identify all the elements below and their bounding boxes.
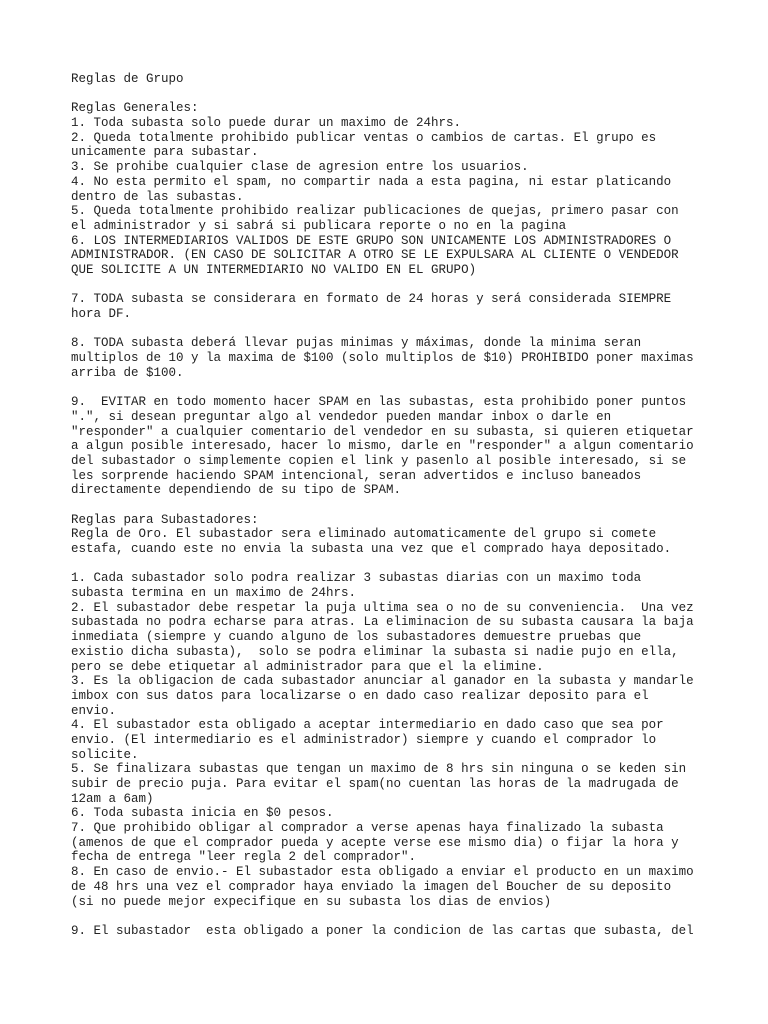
auctioneer-rules-heading: Reglas para Subastadores: — [71, 512, 259, 527]
text-line: multiplos de 10 y la maxima de $100 (solo multiplos de $10) PROHIBIDO poner maximas — [71, 351, 694, 366]
text-line: les sorprende haciendo SPAM intencional, seran advertidos e incluso baneados — [71, 468, 642, 483]
blank-line — [71, 909, 731, 924]
text-line: arriba de $100. — [71, 365, 184, 380]
blank-line — [71, 87, 731, 102]
text-line: 7. TODA subasta se considerara en formato de 24 horas y será considerada SIEMPRE — [71, 292, 672, 307]
text-line: "responder" a cualquier comentario del vendedor en su subasta, si quieren etiquetar — [71, 424, 694, 439]
general-rule-9 — [71, 395, 731, 498]
text-line: imbox con sus datos para localizarse o en dado caso realizar deposito para el — [71, 688, 649, 703]
text-line: pero se debe etiquetar al administrador para que el la elimine. — [71, 659, 544, 674]
text-line: (amenos de que el comprador pueda y acepte verse ese mismo dia) o fijar la hora y — [71, 835, 679, 850]
gold-rule — [71, 527, 731, 556]
text-line: 2. El subastador debe respetar la puja ultima sea o no de su conveniencia. Una vez — [71, 600, 694, 615]
text-line: dentro de las subastas. — [71, 189, 244, 204]
text-line: fecha de entrega "leer regla 2 del comprador". — [71, 850, 417, 865]
text-line: el administrador y si sabrá si publicara reporte o no en la pagina — [71, 218, 567, 233]
text-line: 7. Que prohibido obligar al comprador a verse apenas haya finalizado la subasta — [71, 821, 664, 836]
document-title: Reglas de Grupo — [71, 72, 184, 86]
text-line: 6. LOS INTERMEDIARIOS VALIDOS DE ESTE GRUPO SON UNICAMENTE LOS ADMINISTRADORES O — [71, 233, 672, 248]
text-line: Regla de Oro. El subastador sera eliminado automaticamente del grupo si comete — [71, 527, 657, 542]
text-line: envio. (El intermediario es el administrador) siempre y cuando el comprador lo — [71, 732, 657, 747]
text-line: 9. EVITAR en todo momento hacer SPAM en las subastas, esta prohibido poner puntos — [71, 395, 687, 410]
text-line: QUE SOLICITE A UN INTERMEDIARIO NO VALIDO EN EL GRUPO) — [71, 262, 477, 277]
text-line: 6. Toda subasta inicia en $0 pesos. — [71, 806, 334, 821]
text-line: 8. En caso de envio.- El subastador esta obligado a enviar el producto en un maximo — [71, 865, 694, 880]
text-line: 4. No esta permito el spam, no compartir nada a esta pagina, ni estar platicando — [71, 174, 672, 189]
text-line: existio dicha subasta), solo se podra eliminar la subasta si nadie pujo en ella, — [71, 644, 679, 659]
text-line: 8. TODA subasta deberá llevar pujas minimas y máximas, donde la minima seran — [71, 336, 642, 351]
text-line: 12am a 6am) — [71, 791, 154, 806]
text-line: unicamente para subastar. — [71, 145, 259, 160]
blank-line — [71, 557, 731, 572]
text-line: solicite. — [71, 747, 139, 762]
text-line: subir de precio puja. Para evitar el spam(no cuentan las horas de la madrugada de — [71, 777, 679, 791]
text-line: a algun posible interesado, hacer lo mismo, darle en "responder" a algun comentario — [71, 439, 694, 454]
text-line: estafa, cuando este no envia la subasta una vez que el comprado haya depositado. — [71, 542, 672, 556]
text-line: de 48 hrs una vez el comprador haya enviado la imagen del Boucher de su deposito — [71, 879, 672, 894]
blank-line — [71, 380, 731, 395]
auctioneer-rule-9 — [71, 924, 731, 939]
text-line: 1. Cada subastador solo podra realizar 3 subastas diarias con un maximo toda — [71, 571, 642, 586]
document-body — [71, 72, 731, 939]
text-line: subastada no podra echarse para atras. La eliminacion de su subasta causara la baja — [71, 615, 694, 630]
text-line: 1. Toda subasta solo puede durar un maximo de 24hrs. — [71, 116, 462, 131]
text-line: 4. El subastador esta obligado a aceptar intermediario en dado caso que sea por — [71, 718, 664, 733]
general-rules-heading: Reglas Generales: — [71, 101, 199, 116]
text-line: 5. Se finalizara subastas que tengan un maximo de 8 hrs sin ninguna o se keden sin — [71, 762, 687, 777]
blank-line — [71, 322, 731, 337]
blank-line — [71, 278, 731, 293]
blank-line — [71, 498, 731, 513]
text-line: (si no puede mejor expecifique en su subasta los dias de envios) — [71, 894, 552, 909]
general-rules-list — [71, 116, 731, 278]
text-line: subasta termina en un maximo de 24hrs. — [71, 586, 357, 601]
auctioneer-rules-list — [71, 571, 731, 909]
text-line: inmediata (siempre y cuando alguno de los subastadores demuestre pruebas que — [71, 630, 642, 645]
general-rule-7 — [71, 292, 731, 321]
text-line: del subastador o simplemente copien el link y pasenlo al posible interesado, si se — [71, 453, 687, 468]
text-line: envio. — [71, 703, 117, 718]
text-line: 9. El subastador esta obligado a poner la condicion de las cartas que subasta, del — [71, 923, 694, 938]
text-line: 3. Se prohibe cualquier clase de agresion entre los usuarios. — [71, 160, 529, 175]
text-line: 2. Queda totalmente prohibido publicar ventas o cambios de cartas. El grupo es — [71, 130, 657, 145]
text-line: ADMINISTRADOR. (EN CASO DE SOLICITAR A OTRO SE LE EXPULSARA AL CLIENTE O VENDEDOR — [71, 248, 679, 263]
text-line: directamente dependiendo de su tipo de SPAM. — [71, 483, 402, 498]
text-line: hora DF. — [71, 307, 132, 321]
general-rule-8 — [71, 336, 731, 380]
text-line: ".", si desean preguntar algo al vendedor pueden mandar inbox o darle en — [71, 409, 612, 424]
text-line: 3. Es la obligacion de cada subastador anunciar al ganador en la subasta y mandarle — [71, 674, 694, 689]
text-line: 5. Queda totalmente prohibido realizar publicaciones de quejas, primero pasar con — [71, 204, 679, 219]
